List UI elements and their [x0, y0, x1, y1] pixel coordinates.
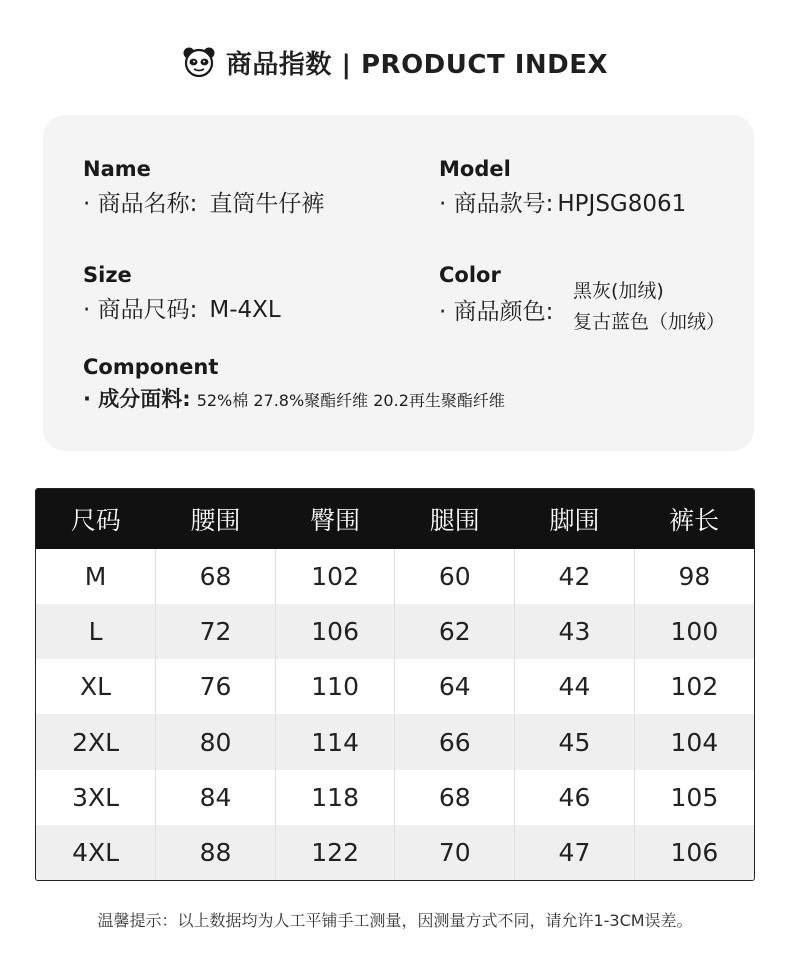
size-en-label: Size [83, 263, 132, 287]
header-cell: 尺码 [70, 506, 121, 535]
component-cn-label: · 成分面料: [83, 387, 191, 411]
table-cell: 98 [678, 562, 711, 592]
title-row [0, 40, 790, 84]
page-title: 商品指数 | PRODUCT INDEX [225, 49, 609, 80]
table-row [36, 549, 754, 604]
table-cell: 102 [275, 549, 395, 604]
table-cell: 45 [515, 714, 635, 769]
size-cn-label: · 商品尺码: [83, 297, 198, 323]
table-cell: 110 [275, 659, 395, 714]
size-field [83, 263, 281, 324]
component-en-label: Component [83, 355, 219, 379]
table-cell: 102 [670, 672, 719, 702]
color-value-1: 黑灰(加绒) [573, 280, 664, 302]
table-cell: 42 [515, 549, 635, 604]
model-field [439, 157, 686, 218]
name-cn-label: · 商品名称: [83, 191, 198, 217]
color-cn-label: · 商品颜色: [439, 299, 554, 325]
component-value: 52%棉 27.8%聚酯纤维 20.2再生聚酯纤维 [196, 391, 505, 410]
table-row [36, 659, 754, 714]
table-cell: 66 [395, 714, 515, 769]
header-cell: 腰围 [190, 506, 241, 535]
header-cell: 脚围 [549, 506, 600, 535]
table-cell: 68 [395, 770, 515, 825]
table-cell: 80 [156, 714, 276, 769]
color-en-label: Color [439, 263, 501, 287]
color-value-2: 复古蓝色（加绒） [573, 311, 726, 333]
table-cell: 44 [515, 659, 635, 714]
table-cell: M [36, 549, 156, 604]
name-value: 直筒牛仔裤 [209, 191, 325, 217]
table-cell: 84 [156, 770, 276, 825]
table-cell: 43 [515, 604, 635, 659]
product-info-card [43, 115, 754, 451]
table-cell: 100 [670, 617, 719, 647]
footnote: 温馨提示：以上数据均为人工平铺手工测量，因测量方式不同，请允许1-3CM误差。 [97, 911, 693, 930]
name-en-label: Name [83, 157, 151, 181]
table-cell: 60 [395, 549, 515, 604]
table-cell: 104 [670, 727, 719, 757]
table-cell: 76 [156, 659, 276, 714]
table-cell: 46 [515, 770, 635, 825]
table-cell: 105 [670, 782, 719, 812]
table-row [36, 714, 754, 769]
panda-icon [182, 45, 216, 79]
table-cell: 118 [275, 770, 395, 825]
model-value: HPJSG8061 [557, 191, 687, 217]
table-cell: XL [36, 659, 156, 714]
table-cell: L [36, 604, 156, 659]
table-row [36, 825, 754, 880]
table-cell: 72 [156, 604, 276, 659]
table-cell: 2XL [36, 714, 156, 769]
table-cell: 47 [515, 825, 635, 880]
table-cell: 106 [275, 604, 395, 659]
table-cell: 114 [275, 714, 395, 769]
table-cell: 4XL [36, 825, 156, 880]
header-cell: 腿围 [429, 506, 480, 535]
table-row [36, 770, 754, 825]
model-en-label: Model [439, 157, 511, 181]
table-cell: 64 [395, 659, 515, 714]
table-cell: 122 [275, 825, 395, 880]
color-values [573, 276, 725, 338]
component-field [83, 355, 505, 413]
name-field [83, 157, 324, 218]
table-cell: 3XL [36, 770, 156, 825]
header-cell: 臀围 [310, 506, 361, 535]
header-cell: 裤长 [669, 506, 720, 535]
table-header-row [36, 489, 754, 549]
table-cell: 88 [156, 825, 276, 880]
table-row [36, 604, 754, 659]
table-cell: 70 [395, 825, 515, 880]
size-value: M-4XL [209, 297, 281, 323]
model-cn-label: · 商品款号: [439, 191, 554, 217]
table-cell: 62 [395, 604, 515, 659]
table-cell: 68 [156, 549, 276, 604]
table-cell: 106 [670, 837, 719, 867]
size-table [35, 488, 755, 881]
color-field [439, 263, 553, 326]
